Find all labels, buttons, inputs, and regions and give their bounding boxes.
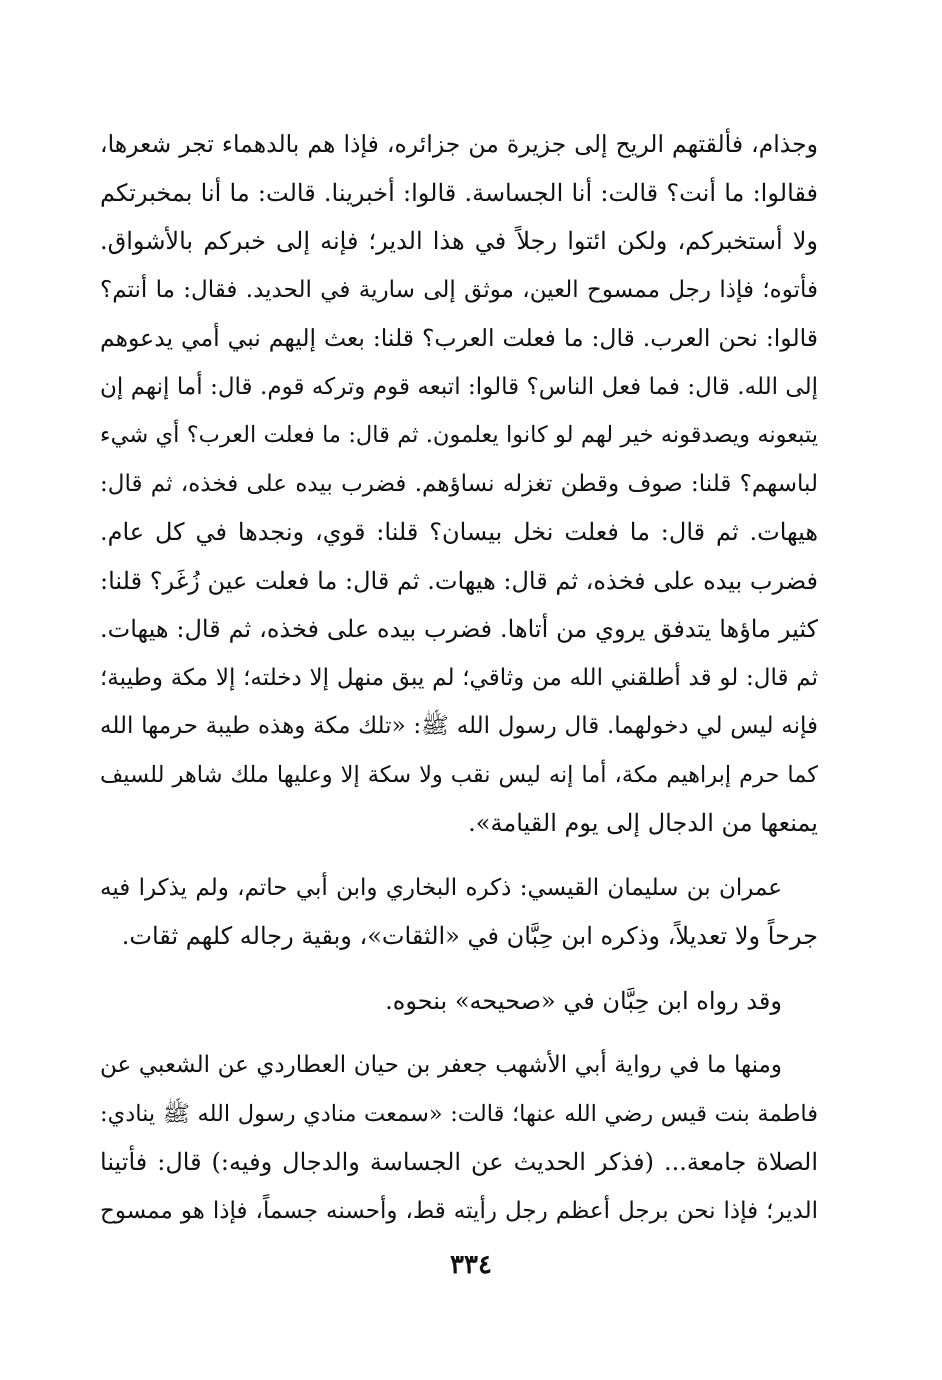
text-line: الصلاة جامعة... (فذكر الحديث عن الجساسة والدجال وفيه:) قال: فأتينا (100, 1148, 818, 1176)
paragraph-1 (100, 120, 818, 848)
text-line: إلى الله. قال: فما فعل الناس؟ قالوا: اتبعه قوم وتركه قوم. قال: أما إنهم إن (100, 373, 818, 400)
text-line: فضرب بيده على فخذه، ثم قال: هيهات. ثم قال: ما فعلت عين زُغَر؟ قلنا: (100, 566, 818, 595)
paragraph-spacer (100, 1025, 818, 1041)
text-line: فاطمة بنت قيس رضي الله عنها؛ قالت: «سمعت منادي رسول الله ﷺ ينادي: (100, 1100, 818, 1127)
text-line: ولا أستخبركم، ولكن ائتوا رجلاً في هذا الدير؛ فإنه إلى خبركم بالأشواق. (100, 227, 818, 255)
page-body (100, 120, 818, 1235)
text-line: يتبعونه ويصدقونه خير لهم لو كانوا يعلمون. ثم قال: ما فعلت العرب؟ أي شيء (100, 422, 818, 448)
text-line: عمران بن سليمان القيسي: ذكره البخاري وابن أبي حاتم، ولم يذكرا فيه (100, 874, 782, 901)
text-line: فأتوه؛ فإذا رجل ممسوح العين، موثق إلى سارية في الحديد. فقال: ما أنتم؟ (100, 276, 818, 303)
text-line: هيهات. ثم قال: ما فعلت نخل بيسان؟ قلنا: قوي، ونجدها في كل عام. (100, 518, 818, 546)
paragraph-spacer (100, 848, 818, 864)
text-line: قالوا: نحن العرب. قال: ما فعلت العرب؟ قلنا: بعث إليهم نبي أمي يدعوهم (100, 324, 818, 352)
text-line: فقالوا: ما أنت؟ قالت: أنا الجساسة. قالوا: أخبرينا. قالت: ما أنا بمخبرتكم (100, 178, 818, 207)
text-line: ثم قال: لو قد أطلقني الله من وثاقي؛ لم يبق منهل إلا دخلته؛ إلا مكة وطيبة؛ (100, 664, 818, 691)
text-line: يمنعها من الدجال إلى يوم القيامة». (468, 809, 818, 837)
text-line: ومنها ما في رواية أبي الأشهب جعفر بن حيان العطاردي عن الشعبي عن (100, 1052, 782, 1078)
text-line: وجذام، فألقتهم الريح إلى جزيرة من جزائره، فإذا هم بالدهماء تجر شعرها، (100, 130, 818, 158)
text-line: كثير ماؤها يتدفق يروي من أتاها. فضرب بيده على فخذه، ثم قال: هيهات. (100, 615, 818, 643)
page-number: ٣٣٤ (450, 1250, 492, 1280)
text-line: جرحاً ولا تعديلاً، وذكره ابن حِبَّان في «الثقات»، وبقية رجاله كلهم ثقات. (121, 922, 818, 950)
text-line: فإنه ليس لي دخولهما. قال رسول الله ﷺ: «تلك مكة وهذه طيبة حرمها الله (100, 713, 818, 739)
text-line: الدير؛ فإذا نحن برجل أعظم رجل رأيته قط، وأحسنه جسماً، فإذا هو ممسوح (100, 1197, 818, 1224)
text-line: كما حرم إبراهيم مكة، أما إنه ليس نقب ولا سكة إلا وعليها ملك شاهر للسيف (100, 761, 818, 788)
text-line: وقد رواه ابن حِبَّان في «صحيحه» بنحوه. (385, 986, 782, 1015)
paragraph-3 (100, 977, 818, 1026)
paragraph-4 (100, 1041, 818, 1235)
text-line: لباسهم؟ قلنا: صوف وقطن تغزله نساؤهم. فضرب بيده على فخذه، ثم قال: (100, 470, 818, 497)
paragraph-2 (100, 864, 818, 961)
paragraph-spacer (100, 961, 818, 977)
